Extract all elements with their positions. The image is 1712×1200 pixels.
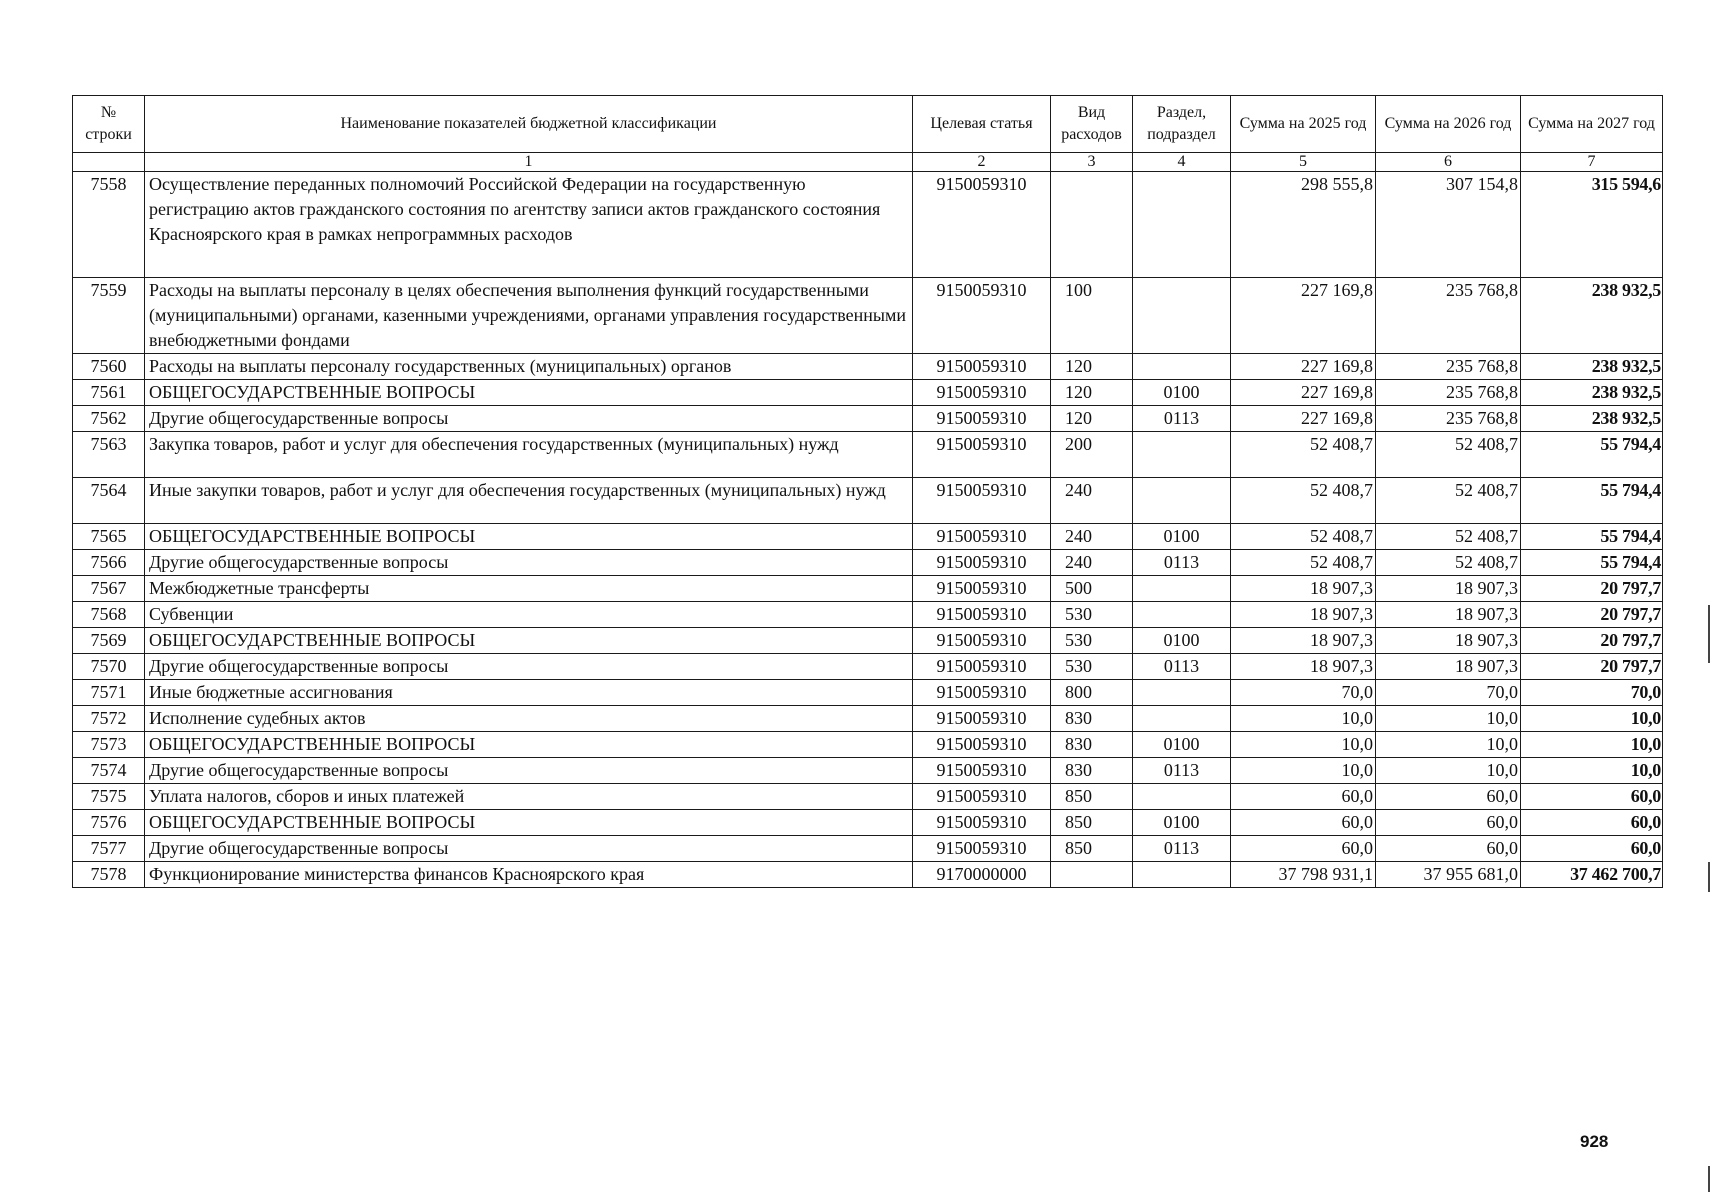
- expense-type-cell: 830: [1051, 706, 1133, 732]
- indicator-name-cell: Другие общегосударственные вопросы: [145, 406, 913, 432]
- indicator-name-cell: Осуществление переданных полномочий Российской Федерации на государственную регистрацию актов гражданского состояния по агентству записи актов гражданского состояния Красноярского края в рамках непрограммных расходов: [145, 172, 913, 278]
- scan-edge-mark: [1708, 605, 1710, 663]
- column-number: [73, 153, 145, 172]
- sum-2026-cell: 60,0: [1376, 810, 1521, 836]
- target-article-cell: 9150059310: [913, 278, 1051, 354]
- table-row: [73, 406, 1663, 432]
- sum-2026-cell: 60,0: [1376, 784, 1521, 810]
- sum-2025-cell: 60,0: [1231, 784, 1376, 810]
- sum-2025-cell: 18 907,3: [1231, 576, 1376, 602]
- table-row: [73, 836, 1663, 862]
- indicator-name-cell: Расходы на выплаты персоналу в целях обеспечения выполнения функций государственными (муниципальными) органами, казенными учреждениями, органами управления государственными внебюджетными фондами: [145, 278, 913, 354]
- sum-2027-cell: 60,0: [1521, 784, 1663, 810]
- sum-2027-cell: 238 932,5: [1521, 278, 1663, 354]
- column-number: 1: [145, 153, 913, 172]
- expense-type-cell: 200: [1051, 432, 1133, 478]
- sum-2025-cell: 227 169,8: [1231, 406, 1376, 432]
- header-target-article: Целевая статья: [913, 96, 1051, 153]
- target-article-cell: 9150059310: [913, 354, 1051, 380]
- header-expense-type: Вид расходов: [1051, 96, 1133, 153]
- table-row: [73, 628, 1663, 654]
- section-cell: 0100: [1133, 380, 1231, 406]
- row-number-cell: 7562: [73, 406, 145, 432]
- section-cell: 0113: [1133, 758, 1231, 784]
- sum-2027-cell: 20 797,7: [1521, 576, 1663, 602]
- indicator-name-cell: Иные закупки товаров, работ и услуг для обеспечения государственных (муниципальных) нужд: [145, 478, 913, 524]
- section-cell: 0100: [1133, 732, 1231, 758]
- indicator-name-cell: ОБЩЕГОСУДАРСТВЕННЫЕ ВОПРОСЫ: [145, 524, 913, 550]
- table-row: [73, 706, 1663, 732]
- target-article-cell: 9150059310: [913, 172, 1051, 278]
- expense-type-cell: 830: [1051, 758, 1133, 784]
- header-sum-2027: Сумма на 2027 год: [1521, 96, 1663, 153]
- table-row: [73, 354, 1663, 380]
- sum-2027-cell: 55 794,4: [1521, 432, 1663, 478]
- sum-2025-cell: 227 169,8: [1231, 354, 1376, 380]
- indicator-name-cell: Субвенции: [145, 602, 913, 628]
- row-number-cell: 7571: [73, 680, 145, 706]
- sum-2026-cell: 10,0: [1376, 706, 1521, 732]
- indicator-name-cell: Другие общегосударственные вопросы: [145, 550, 913, 576]
- sum-2027-cell: 238 932,5: [1521, 406, 1663, 432]
- target-article-cell: 9150059310: [913, 680, 1051, 706]
- table-row: [73, 576, 1663, 602]
- sum-2026-cell: 307 154,8: [1376, 172, 1521, 278]
- table-row: [73, 862, 1663, 888]
- header-section: Раздел, подраздел: [1133, 96, 1231, 153]
- section-cell: [1133, 862, 1231, 888]
- table-row: [73, 432, 1663, 478]
- sum-2026-cell: 10,0: [1376, 758, 1521, 784]
- section-cell: [1133, 576, 1231, 602]
- row-number-cell: 7570: [73, 654, 145, 680]
- section-cell: [1133, 354, 1231, 380]
- section-cell: [1133, 602, 1231, 628]
- sum-2025-cell: 227 169,8: [1231, 278, 1376, 354]
- sum-2027-cell: 60,0: [1521, 810, 1663, 836]
- sum-2026-cell: 18 907,3: [1376, 576, 1521, 602]
- indicator-name-cell: ОБЩЕГОСУДАРСТВЕННЫЕ ВОПРОСЫ: [145, 810, 913, 836]
- sum-2027-cell: 20 797,7: [1521, 654, 1663, 680]
- sum-2026-cell: 235 768,8: [1376, 380, 1521, 406]
- row-number-cell: 7572: [73, 706, 145, 732]
- section-cell: [1133, 432, 1231, 478]
- column-number: 7: [1521, 153, 1663, 172]
- expense-type-cell: 530: [1051, 628, 1133, 654]
- section-cell: [1133, 680, 1231, 706]
- row-number-cell: 7568: [73, 602, 145, 628]
- sum-2025-cell: 52 408,7: [1231, 478, 1376, 524]
- sum-2025-cell: 60,0: [1231, 836, 1376, 862]
- target-article-cell: 9150059310: [913, 406, 1051, 432]
- indicator-name-cell: Другие общегосударственные вопросы: [145, 758, 913, 784]
- header-sum-2025: Сумма на 2025 год: [1231, 96, 1376, 153]
- target-article-cell: 9150059310: [913, 524, 1051, 550]
- row-number-cell: 7565: [73, 524, 145, 550]
- header-sum-2026: Сумма на 2026 год: [1376, 96, 1521, 153]
- section-cell: [1133, 706, 1231, 732]
- row-number-cell: 7578: [73, 862, 145, 888]
- table-body: [73, 172, 1663, 888]
- expense-type-cell: 100: [1051, 278, 1133, 354]
- sum-2025-cell: 70,0: [1231, 680, 1376, 706]
- sum-2026-cell: 37 955 681,0: [1376, 862, 1521, 888]
- indicator-name-cell: Исполнение судебных актов: [145, 706, 913, 732]
- row-number-cell: 7564: [73, 478, 145, 524]
- target-article-cell: 9150059310: [913, 654, 1051, 680]
- section-cell: [1133, 784, 1231, 810]
- column-number: 2: [913, 153, 1051, 172]
- sum-2025-cell: 10,0: [1231, 706, 1376, 732]
- expense-type-cell: 120: [1051, 380, 1133, 406]
- table-row: [73, 810, 1663, 836]
- table-row: [73, 602, 1663, 628]
- expense-type-cell: 850: [1051, 836, 1133, 862]
- sum-2027-cell: 10,0: [1521, 732, 1663, 758]
- sum-2026-cell: 235 768,8: [1376, 354, 1521, 380]
- sum-2025-cell: 18 907,3: [1231, 602, 1376, 628]
- section-cell: 0113: [1133, 654, 1231, 680]
- section-cell: 0100: [1133, 810, 1231, 836]
- row-number-cell: 7569: [73, 628, 145, 654]
- row-number-cell: 7575: [73, 784, 145, 810]
- sum-2027-cell: 20 797,7: [1521, 602, 1663, 628]
- row-number-cell: 7566: [73, 550, 145, 576]
- expense-type-cell: 240: [1051, 550, 1133, 576]
- sum-2025-cell: 18 907,3: [1231, 628, 1376, 654]
- target-article-cell: 9150059310: [913, 432, 1051, 478]
- row-number-cell: 7560: [73, 354, 145, 380]
- table-row: [73, 524, 1663, 550]
- sum-2027-cell: 315 594,6: [1521, 172, 1663, 278]
- target-article-cell: 9150059310: [913, 810, 1051, 836]
- sum-2026-cell: 52 408,7: [1376, 550, 1521, 576]
- target-article-cell: 9150059310: [913, 380, 1051, 406]
- target-article-cell: 9150059310: [913, 784, 1051, 810]
- target-article-cell: 9150059310: [913, 628, 1051, 654]
- column-number: 4: [1133, 153, 1231, 172]
- target-article-cell: 9170000000: [913, 862, 1051, 888]
- indicator-name-cell: Иные бюджетные ассигнования: [145, 680, 913, 706]
- expense-type-cell: 240: [1051, 478, 1133, 524]
- sum-2026-cell: 235 768,8: [1376, 278, 1521, 354]
- target-article-cell: 9150059310: [913, 602, 1051, 628]
- indicator-name-cell: ОБЩЕГОСУДАРСТВЕННЫЕ ВОПРОСЫ: [145, 732, 913, 758]
- expense-type-cell: [1051, 172, 1133, 278]
- column-number-row: [73, 153, 1663, 172]
- sum-2025-cell: 10,0: [1231, 758, 1376, 784]
- expense-type-cell: [1051, 862, 1133, 888]
- sum-2026-cell: 52 408,7: [1376, 524, 1521, 550]
- target-article-cell: 9150059310: [913, 758, 1051, 784]
- target-article-cell: 9150059310: [913, 478, 1051, 524]
- table-row: [73, 784, 1663, 810]
- sum-2027-cell: 55 794,4: [1521, 550, 1663, 576]
- target-article-cell: 9150059310: [913, 576, 1051, 602]
- scan-edge-mark: [1708, 1166, 1710, 1192]
- column-number: 5: [1231, 153, 1376, 172]
- row-number-cell: 7574: [73, 758, 145, 784]
- expense-type-cell: 800: [1051, 680, 1133, 706]
- expense-type-cell: 240: [1051, 524, 1133, 550]
- section-cell: 0100: [1133, 524, 1231, 550]
- sum-2026-cell: 235 768,8: [1376, 406, 1521, 432]
- table-row: [73, 278, 1663, 354]
- section-cell: 0113: [1133, 550, 1231, 576]
- scan-edge-mark: [1708, 862, 1710, 892]
- expense-type-cell: 500: [1051, 576, 1133, 602]
- table-header-row: [73, 96, 1663, 153]
- sum-2025-cell: 52 408,7: [1231, 524, 1376, 550]
- page-number: 928: [1580, 1132, 1609, 1151]
- sum-2026-cell: 52 408,7: [1376, 478, 1521, 524]
- sum-2027-cell: 20 797,7: [1521, 628, 1663, 654]
- header-name: Наименование показателей бюджетной классификации: [145, 96, 913, 153]
- target-article-cell: 9150059310: [913, 836, 1051, 862]
- sum-2027-cell: 37 462 700,7: [1521, 862, 1663, 888]
- expense-type-cell: 530: [1051, 654, 1133, 680]
- column-number: 3: [1051, 153, 1133, 172]
- section-cell: 0100: [1133, 628, 1231, 654]
- section-cell: 0113: [1133, 836, 1231, 862]
- sum-2026-cell: 18 907,3: [1376, 628, 1521, 654]
- table-row: [73, 680, 1663, 706]
- sum-2026-cell: 18 907,3: [1376, 602, 1521, 628]
- sum-2026-cell: 70,0: [1376, 680, 1521, 706]
- indicator-name-cell: ОБЩЕГОСУДАРСТВЕННЫЕ ВОПРОСЫ: [145, 380, 913, 406]
- sum-2027-cell: 70,0: [1521, 680, 1663, 706]
- sum-2026-cell: 18 907,3: [1376, 654, 1521, 680]
- sum-2027-cell: 10,0: [1521, 758, 1663, 784]
- expense-type-cell: 120: [1051, 406, 1133, 432]
- sum-2025-cell: 37 798 931,1: [1231, 862, 1376, 888]
- sum-2025-cell: 18 907,3: [1231, 654, 1376, 680]
- table-row: [73, 732, 1663, 758]
- sum-2026-cell: 52 408,7: [1376, 432, 1521, 478]
- sum-2025-cell: 298 555,8: [1231, 172, 1376, 278]
- table-row: [73, 172, 1663, 278]
- sum-2025-cell: 60,0: [1231, 810, 1376, 836]
- indicator-name-cell: Функционирование министерства финансов Красноярского края: [145, 862, 913, 888]
- sum-2027-cell: 55 794,4: [1521, 478, 1663, 524]
- expense-type-cell: 830: [1051, 732, 1133, 758]
- table-row: [73, 380, 1663, 406]
- column-number: 6: [1376, 153, 1521, 172]
- table-row: [73, 550, 1663, 576]
- sum-2027-cell: 238 932,5: [1521, 354, 1663, 380]
- sum-2025-cell: 227 169,8: [1231, 380, 1376, 406]
- indicator-name-cell: Расходы на выплаты персоналу государственных (муниципальных) органов: [145, 354, 913, 380]
- row-number-cell: 7573: [73, 732, 145, 758]
- indicator-name-cell: Уплата налогов, сборов и иных платежей: [145, 784, 913, 810]
- section-cell: [1133, 172, 1231, 278]
- table-row: [73, 654, 1663, 680]
- target-article-cell: 9150059310: [913, 550, 1051, 576]
- target-article-cell: 9150059310: [913, 706, 1051, 732]
- sum-2025-cell: 52 408,7: [1231, 550, 1376, 576]
- sum-2025-cell: 52 408,7: [1231, 432, 1376, 478]
- budget-classification-table: [72, 95, 1663, 888]
- row-number-cell: 7558: [73, 172, 145, 278]
- expense-type-cell: 850: [1051, 784, 1133, 810]
- table-row: [73, 758, 1663, 784]
- expense-type-cell: 850: [1051, 810, 1133, 836]
- section-cell: 0113: [1133, 406, 1231, 432]
- indicator-name-cell: ОБЩЕГОСУДАРСТВЕННЫЕ ВОПРОСЫ: [145, 628, 913, 654]
- indicator-name-cell: Межбюджетные трансферты: [145, 576, 913, 602]
- sum-2027-cell: 10,0: [1521, 706, 1663, 732]
- table-row: [73, 478, 1663, 524]
- row-number-cell: 7563: [73, 432, 145, 478]
- row-number-cell: 7576: [73, 810, 145, 836]
- row-number-cell: 7567: [73, 576, 145, 602]
- sum-2027-cell: 60,0: [1521, 836, 1663, 862]
- section-cell: [1133, 478, 1231, 524]
- row-number-cell: 7577: [73, 836, 145, 862]
- sum-2026-cell: 10,0: [1376, 732, 1521, 758]
- sum-2026-cell: 60,0: [1376, 836, 1521, 862]
- indicator-name-cell: Закупка товаров, работ и услуг для обеспечения государственных (муниципальных) нужд: [145, 432, 913, 478]
- target-article-cell: 9150059310: [913, 732, 1051, 758]
- row-number-cell: 7561: [73, 380, 145, 406]
- indicator-name-cell: Другие общегосударственные вопросы: [145, 654, 913, 680]
- sum-2025-cell: 10,0: [1231, 732, 1376, 758]
- expense-type-cell: 120: [1051, 354, 1133, 380]
- row-number-cell: 7559: [73, 278, 145, 354]
- indicator-name-cell: Другие общегосударственные вопросы: [145, 836, 913, 862]
- section-cell: [1133, 278, 1231, 354]
- expense-type-cell: 530: [1051, 602, 1133, 628]
- sum-2027-cell: 55 794,4: [1521, 524, 1663, 550]
- sum-2027-cell: 238 932,5: [1521, 380, 1663, 406]
- header-row-number: № строки: [73, 96, 145, 153]
